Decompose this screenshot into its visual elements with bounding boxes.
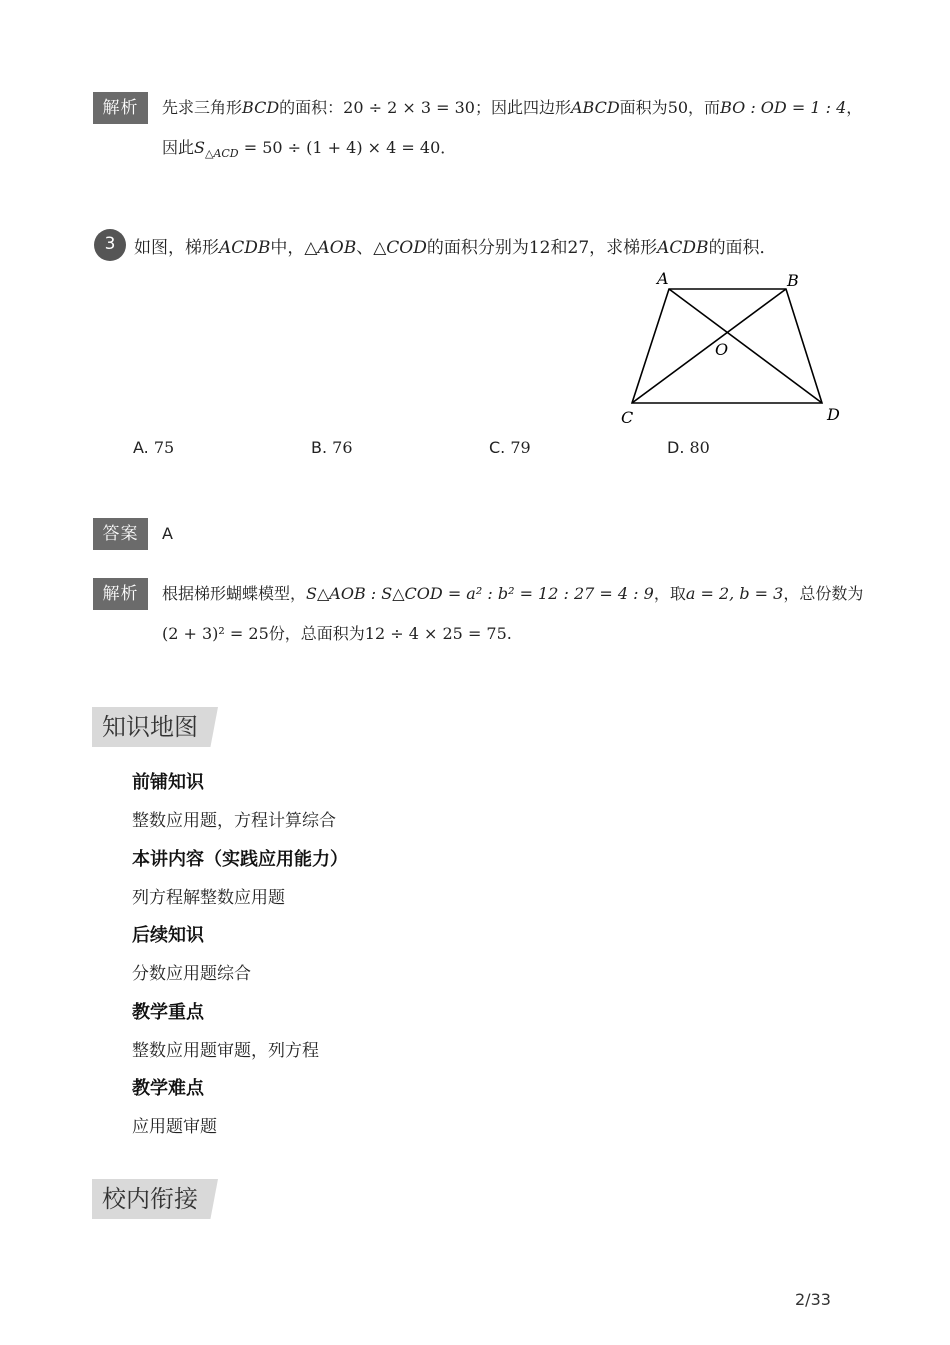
text: 因此 [162, 138, 195, 157]
knowledge-text-key-points: 整数应用题审题，列方程 [132, 1041, 319, 1061]
var-acdb: ACDB [219, 238, 271, 258]
math-expr: (2 + 3)² = 25 [162, 624, 269, 643]
text: 、 [356, 238, 374, 258]
math-expr: a = 2, b = 3 [685, 584, 784, 603]
option-a[interactable] [133, 436, 174, 460]
text: ，求梯形 [589, 238, 658, 258]
knowledge-text-prerequisite: 整数应用题，方程计算综合 [132, 811, 336, 831]
number: 12 [528, 238, 551, 258]
knowledge-text-followup: 分数应用题综合 [132, 964, 251, 984]
section-title: 知识地图 [102, 713, 198, 741]
text: ，而 [688, 98, 721, 117]
triangle-aob: △AOB [304, 238, 357, 258]
text: 的面积分别为 [426, 238, 529, 258]
answer-value: A [162, 524, 173, 543]
label-c: C [621, 408, 634, 427]
question3-text [134, 236, 777, 260]
text: ． [440, 138, 457, 157]
math-ratio: BO : OD = 1 : 4 [720, 98, 847, 117]
page-number: 2/33 [795, 1290, 831, 1309]
math-ratio: S△AOB : S△COD = a² : b² = 12 : 27 = 4 : 9 [306, 584, 654, 603]
text: 的面积： [279, 98, 344, 117]
var-acdb: ACDB [657, 238, 709, 258]
text: 的面积． [708, 238, 777, 258]
option-value: 80 [689, 438, 710, 457]
analysis2-line1 [162, 582, 863, 606]
answer-tag: 答案 [93, 518, 148, 550]
analysis1-line1 [162, 96, 862, 120]
diagonal-bc [632, 289, 786, 403]
knowledge-heading-difficulties: 教学难点 [132, 1078, 204, 1099]
number: 50 [667, 98, 689, 117]
option-letter: C. [489, 438, 506, 457]
label-a: A [657, 269, 669, 288]
analysis1-line2 [162, 136, 456, 166]
option-letter: A. [133, 438, 149, 457]
text: ，总份数为 [783, 584, 864, 603]
math-expr: = 50 ÷ (1 + 4) × 4 = 40 [238, 138, 441, 157]
text: 如图，梯形 [134, 238, 219, 258]
area-subscript: △ACD [204, 147, 239, 161]
option-d[interactable] [667, 436, 710, 460]
text: 根据梯形蝴蝶模型， [162, 584, 307, 603]
label-d: D [827, 405, 840, 424]
option-value: 79 [510, 438, 531, 457]
diagonal-ad [669, 289, 822, 403]
knowledge-heading-prerequisite: 前铺知识 [132, 772, 204, 793]
option-value: 75 [153, 438, 175, 457]
knowledge-heading-key-points: 教学重点 [132, 1002, 204, 1023]
text: ，取 [653, 584, 686, 603]
trapezoid-figure [610, 262, 850, 432]
analysis-tag: 解析 [93, 578, 148, 610]
section-school-link [92, 1179, 222, 1219]
label-b: B [787, 271, 799, 290]
option-letter: D. [667, 438, 685, 457]
knowledge-heading-content: 本讲内容（实践应用能力） [132, 849, 348, 870]
option-c[interactable] [489, 436, 531, 460]
text: ；因此四边形 [474, 98, 571, 117]
var-bcd: BCD [242, 98, 280, 117]
math-expr: 20 ÷ 2 × 3 = 30 [343, 98, 475, 117]
var-abcd: ABCD [570, 98, 620, 117]
analysis2-line2 [162, 622, 512, 646]
section-title: 校内衔接 [102, 1185, 198, 1213]
section-knowledge-map [92, 707, 222, 747]
text: 份，总面积为 [268, 624, 365, 643]
text: 先求三角形 [162, 98, 243, 117]
option-b[interactable] [311, 436, 353, 460]
option-letter: B. [311, 438, 328, 457]
number: 27 [567, 238, 590, 258]
math-expr: 12 ÷ 4 × 25 = 75. [364, 624, 512, 643]
text: 面积为 [619, 98, 668, 117]
knowledge-text-difficulties: 应用题审题 [132, 1117, 217, 1137]
text: 和 [550, 238, 568, 258]
analysis-tag: 解析 [93, 92, 148, 124]
text: 中， [270, 238, 305, 258]
knowledge-heading-followup: 后续知识 [132, 925, 204, 946]
knowledge-text-content: 列方程解整数应用题 [132, 888, 285, 908]
triangle-cod: △COD [373, 238, 427, 258]
text: ， [846, 98, 863, 117]
question-number-badge: 3 [94, 229, 126, 261]
area-symbol: S [194, 138, 205, 157]
option-value: 76 [332, 438, 353, 457]
label-o: O [715, 340, 729, 359]
